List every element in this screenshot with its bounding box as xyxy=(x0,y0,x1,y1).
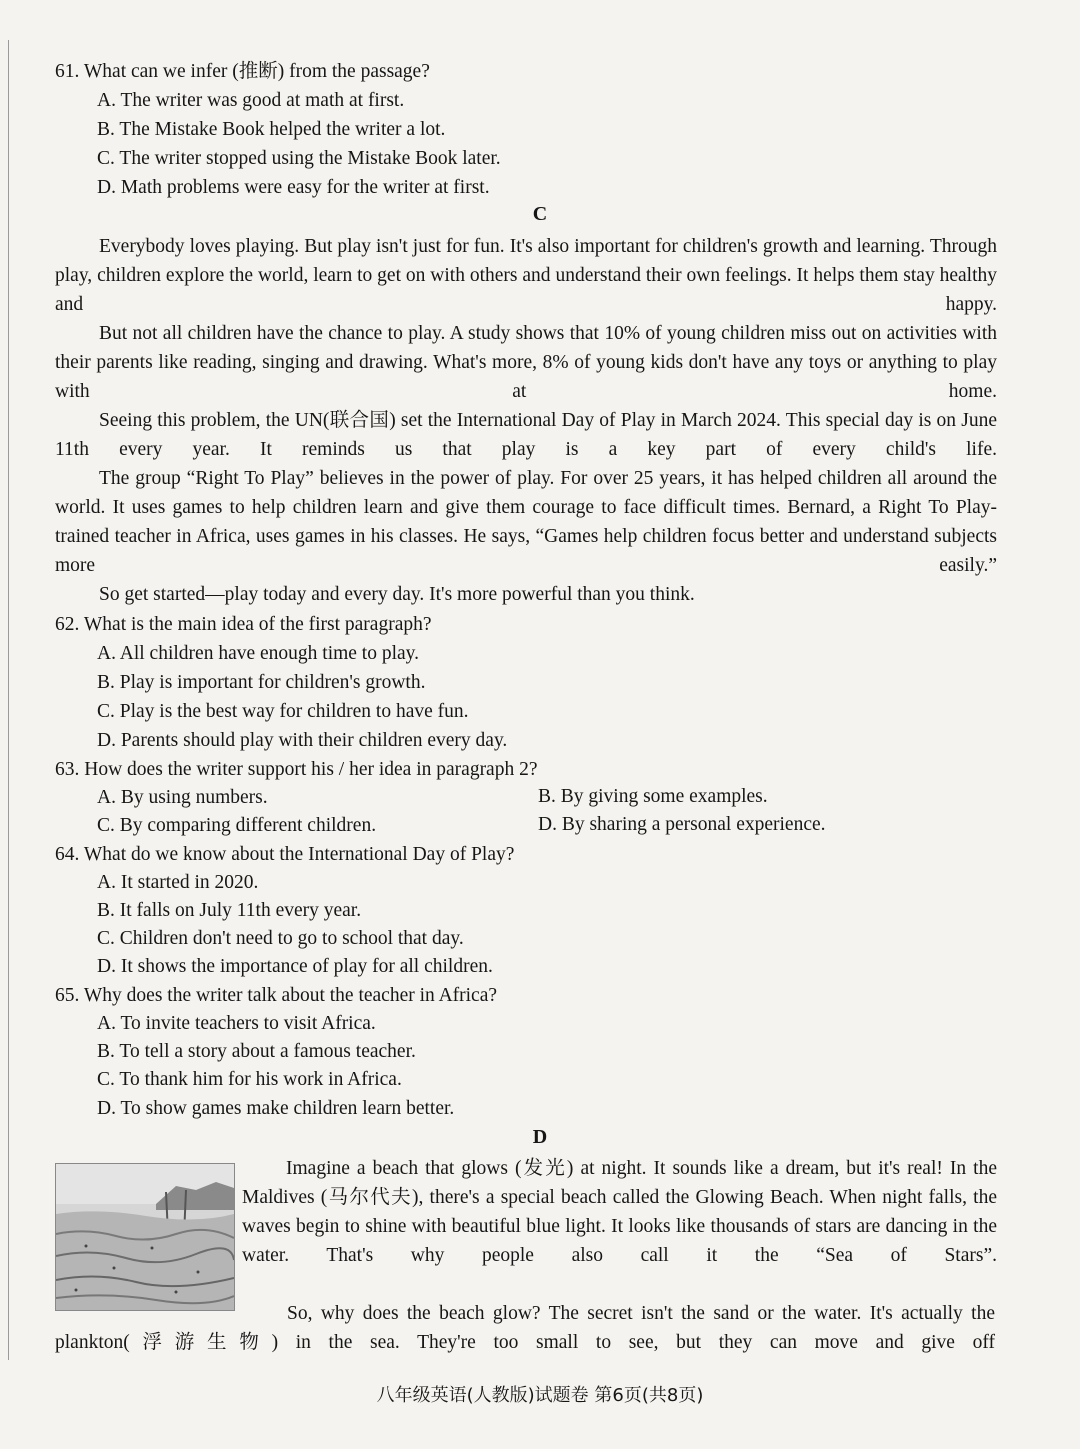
q64-option-d: D. It shows the importance of play for all children. xyxy=(97,956,493,977)
q61-option-b: B. The Mistake Book helped the writer a lot. xyxy=(97,119,446,140)
d-paragraph-2: So, why does the beach glow? The secret isn't the sand or the water. It's actually the plankton(浮游生物) in the sea. They're too small to see, but they can move and give off xyxy=(55,1303,995,1353)
c-paragraph-3: Seeing this problem, the UN(联合国) set the International Day of Play in March 2024. This special day is on June 11th every year. It reminds us that play is a key part of every child's life. xyxy=(55,410,997,460)
section-c-title: C xyxy=(532,203,548,225)
q64-option-b: B. It falls on July 11th every year. xyxy=(97,900,362,921)
q62-stem: 62. What is the main idea of the first paragraph? xyxy=(55,614,432,635)
q61-option-c: C. The writer stopped using the Mistake Book later. xyxy=(97,148,501,169)
q64-option-c: C. Children don't need to go to school that day. xyxy=(97,928,464,949)
c-paragraph-4: The group “Right To Play” believes in the power of play. For over 25 years, it has helped children all around the world. It uses games to help children learn and give them courage to face difficult times. Bernard, a Right To Play-trained teacher in Africa, uses games in his classes. He says, “Games help children focus better and understand subjects more easily.” xyxy=(55,468,997,576)
q61-option-a: A. The writer was good at math at first. xyxy=(97,90,405,111)
q63-option-a: A. By using numbers. xyxy=(97,787,268,808)
q63-option-d: D. By sharing a personal experience. xyxy=(538,814,826,835)
q64-stem: 64. What do we know about the International Day of Play? xyxy=(55,844,515,865)
margin-line xyxy=(8,40,9,1360)
q63-option-c: C. By comparing different children. xyxy=(97,815,377,836)
q65-option-b: B. To tell a story about a famous teacher. xyxy=(97,1041,416,1062)
c-paragraph-2: But not all children have the chance to play. A study shows that 10% of young children miss out on activities with their parents like reading, singing and drawing. What's more, 8% of young kids don't have any toys or anything to play with at home. xyxy=(55,323,997,402)
q62-option-c: C. Play is the best way for children to have fun. xyxy=(97,701,469,722)
q65-option-a: A. To invite teachers to visit Africa. xyxy=(97,1013,376,1034)
q64-option-a: A. It started in 2020. xyxy=(97,872,259,893)
d-paragraph-1: Imagine a beach that glows (发光) at night. It sounds like a dream, but it's real! In the Maldives (马尔代夫), there's a special beach called the Glowing Beach. When night falls, the waves begin to shine with beautiful blue light. It looks like thousands of stars are dancing in the water. That's why people also call it the “Sea of Stars”. xyxy=(242,1158,997,1266)
q63-option-b: B. By giving some examples. xyxy=(538,786,768,807)
q65-stem: 65. Why does the writer talk about the teacher in Africa? xyxy=(55,985,498,1006)
q61-stem: 61. What can we infer (推断) from the passage? xyxy=(55,61,430,82)
q62-option-b: B. Play is important for children's growth. xyxy=(97,672,426,693)
q61-option-d: D. Math problems were easy for the writer at first. xyxy=(97,177,490,198)
q62-option-a: A. All children have enough time to play. xyxy=(97,643,420,664)
c-paragraph-1: Everybody loves playing. But play isn't just for fun. It's also important for children's growth and learning. Through play, children explore the world, learn to get on with others and understand their own feelings. It helps them stay healthy and happy. xyxy=(55,236,997,315)
glowing-beach-photo xyxy=(55,1163,235,1311)
q65-option-d: D. To show games make children learn better. xyxy=(97,1098,455,1119)
q65-option-c: C. To thank him for his work in Africa. xyxy=(97,1069,402,1090)
section-d-title: D xyxy=(532,1126,548,1148)
c-paragraph-5: So get started—play today and every day. It's more powerful than you think. xyxy=(99,584,695,605)
q63-stem: 63. How does the writer support his / her idea in paragraph 2? xyxy=(55,759,538,780)
page-footer: 八年级英语(人教版)试题卷 第6页(共8页) xyxy=(376,1385,704,1406)
q62-option-d: D. Parents should play with their children every day. xyxy=(97,730,508,751)
